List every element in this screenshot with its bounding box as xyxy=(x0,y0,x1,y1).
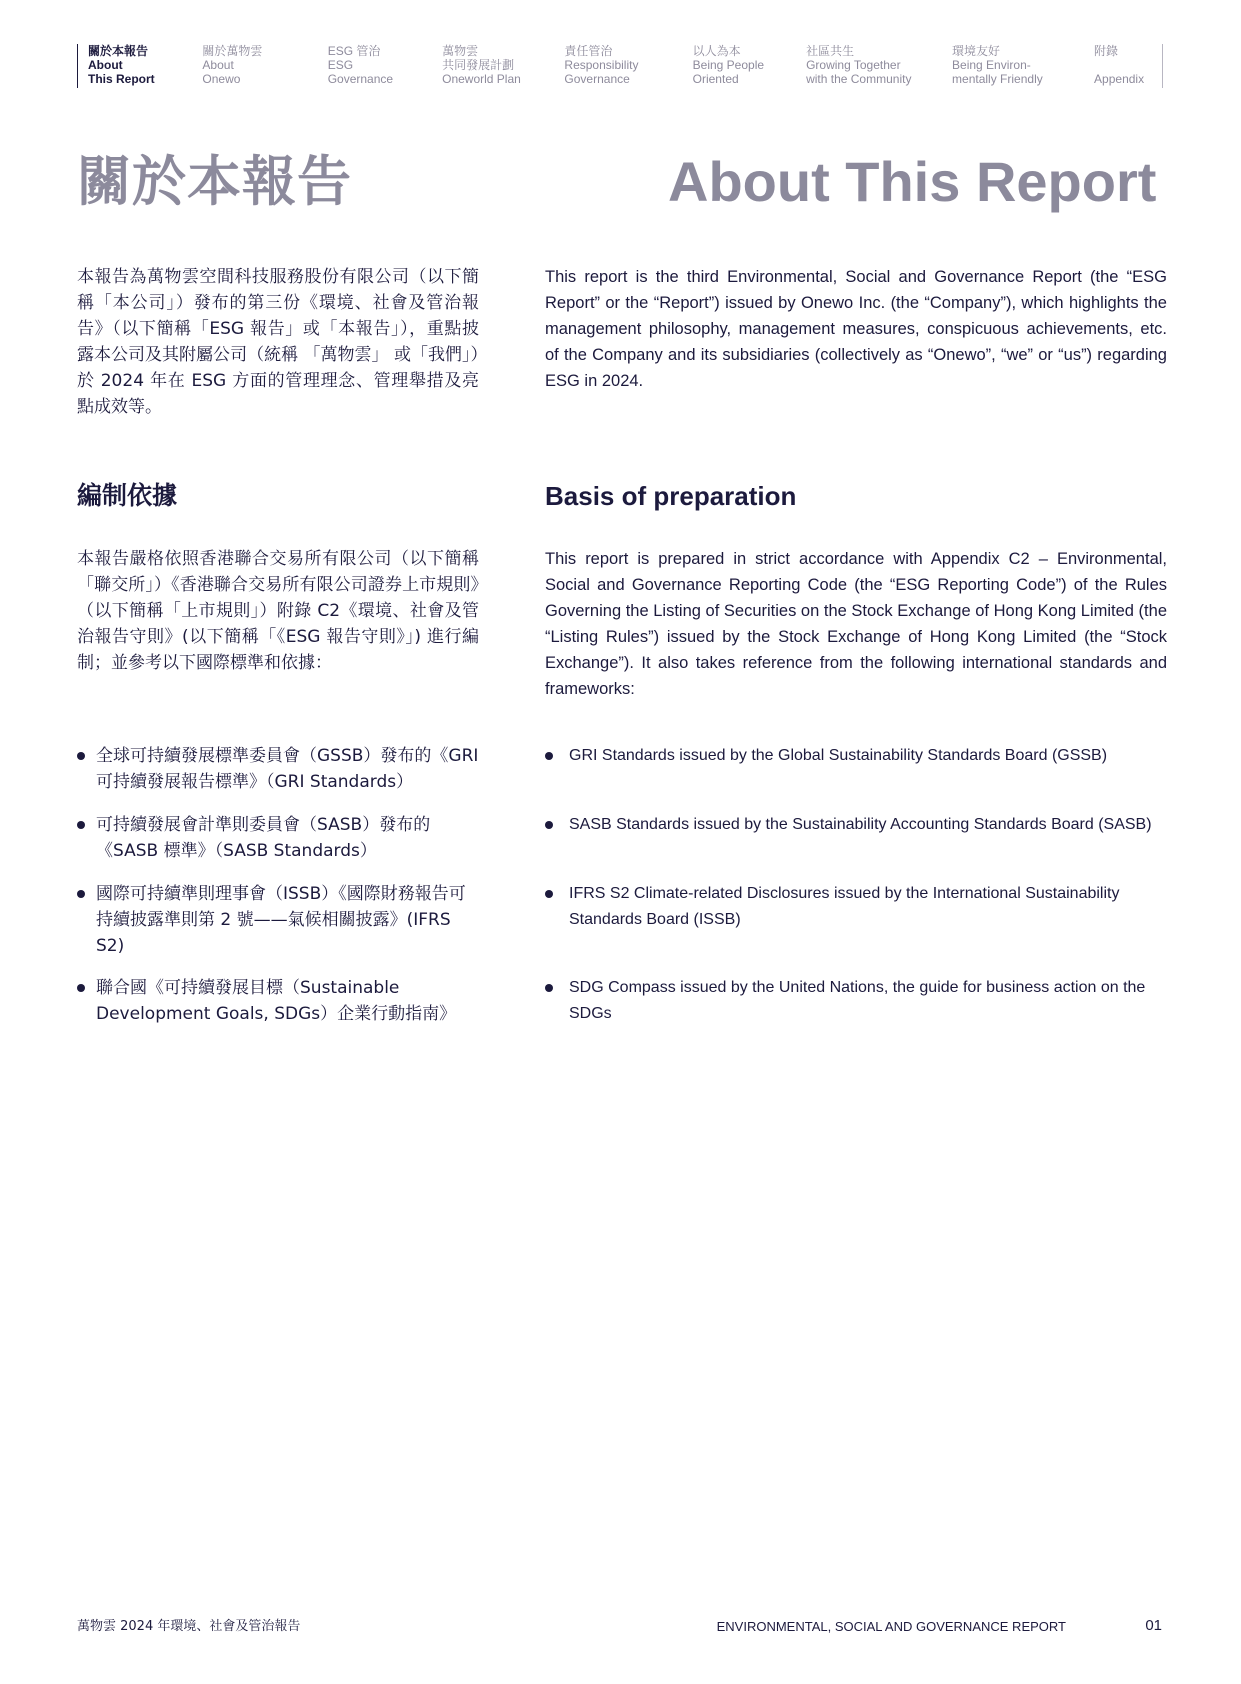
page-title-zh: 關於本報告 xyxy=(77,150,352,213)
nav-item-en2: Onewo xyxy=(202,72,241,86)
nav-item-en1: Responsibility xyxy=(564,58,639,72)
nav-item-zh: 社區共生 xyxy=(806,44,855,58)
page-number: 01 xyxy=(1145,1617,1162,1634)
list-item xyxy=(77,975,479,1027)
list-item-text: 國際可持續準則理事會（ISSB）《國際財務報告可持續披露準則第 2 號——氣候相關披露》(IFRS S2) xyxy=(96,884,466,956)
bullet-icon xyxy=(545,890,553,898)
intro-en-column xyxy=(545,264,1167,394)
footer-title-en: ENVIRONMENTAL, SOCIAL AND GOVERNANCE REPORT xyxy=(716,1619,1066,1634)
nav-item-appendix[interactable] xyxy=(1084,44,1163,88)
list-item xyxy=(77,812,479,864)
nav-item-en2: mentally Friendly xyxy=(952,72,1043,86)
list-item-text: SDG Compass issued by the United Nations, the guide for business action on the SDGs xyxy=(569,979,1146,1022)
nav-item-about-onewo[interactable] xyxy=(192,44,317,88)
nav-item-zh: 附錄 xyxy=(1094,44,1119,58)
basis-en-column xyxy=(545,546,1167,702)
nav-item-en2: Oriented xyxy=(692,72,739,86)
basis-heading-zh: 編制依據 xyxy=(77,481,178,510)
nav-item-en2: with the Community xyxy=(806,72,912,86)
nav-item-en2: This Report xyxy=(88,72,155,86)
nav-item-en1: ESG xyxy=(327,58,354,72)
footer-title-zh: 萬物雲 2024 年環境、社會及管治報告 xyxy=(77,1619,301,1634)
bullet-icon xyxy=(77,752,85,760)
nav-item-zh: ESG 管治 xyxy=(327,44,381,58)
intro-zh-column xyxy=(77,264,479,420)
basis-zh-column xyxy=(77,546,479,676)
list-item-text: GRI Standards issued by the Global Sustainability Standards Board (GSSB) xyxy=(569,747,1108,764)
list-item xyxy=(77,743,479,795)
list-item-text: 聯合國《可持續發展目標（Sustainable Development Goals, SDGs）企業行動指南》 xyxy=(96,978,457,1024)
nav-item-growing-together[interactable] xyxy=(796,44,942,88)
nav-item-en1: About xyxy=(88,58,123,72)
basis-paragraph-zh: 本報告嚴格依照香港聯合交易所有限公司（以下簡稱「聯交所」）《香港聯合交易所有限公司證券上市規則》（以下簡稱「上市規則」）附錄 C2《環境、社會及管治報告守則》(以下簡稱「《ESG 報告守則》」) 進行編制；並參考以下國際標準和依據： xyxy=(77,549,479,673)
page-title-en: About This Report xyxy=(668,150,1157,213)
list-item xyxy=(545,881,1169,933)
list-item-text: IFRS S2 Climate-related Disclosures issued by the International Sustainability Standards Board (ISSB) xyxy=(569,885,1120,928)
nav-item-en2: Governance xyxy=(564,72,630,86)
nav-item-en1: Growing Together xyxy=(806,58,901,72)
bullet-icon xyxy=(77,984,85,992)
nav-item-being-people-oriented[interactable] xyxy=(683,44,796,88)
nav-item-en2: Oneworld Plan xyxy=(442,72,521,86)
list-item-text: SASB Standards issued by the Sustainability Accounting Standards Board (SASB) xyxy=(569,816,1152,833)
nav-item-about-this-report[interactable] xyxy=(77,44,192,88)
bullet-icon xyxy=(77,890,85,898)
section-nav xyxy=(77,44,1163,88)
nav-item-zh: 以人為本 xyxy=(692,44,741,58)
list-item-text: 全球可持續發展標準委員會（GSSB）發布的《GRI 可持續發展報告標準》（GRI Standards） xyxy=(96,746,479,792)
basis-heading-en: Basis of preparation xyxy=(545,481,797,511)
nav-item-en1: About xyxy=(202,58,234,72)
intro-paragraph-zh: 本報告為萬物雲空間科技服務股份有限公司（以下簡稱「本公司」）發布的第三份《環境、社會及管治報告》（以下簡稱「ESG 報告」或「本報告」），重點披露本公司及其附屬公司（統稱 「萬物雲」 或「我們」）於 2024 年在 ESG 方面的管理理念、管理舉措及亮點成效等。 xyxy=(77,267,479,417)
nav-item-zh: 關於萬物雲 xyxy=(202,44,263,58)
basis-heading-en-wrap xyxy=(545,480,1167,512)
bullet-icon xyxy=(545,821,553,829)
list-item-text: 可持續發展會計準則委員會（SASB）發布的《SASB 標準》（SASB Standards） xyxy=(96,815,431,861)
nav-item-esg-governance[interactable] xyxy=(318,44,432,88)
list-item xyxy=(545,812,1169,838)
bullet-icon xyxy=(545,984,553,992)
nav-item-en1: Being People xyxy=(692,58,765,72)
nav-item-responsibility-governance[interactable] xyxy=(554,44,682,88)
basis-heading-zh-wrap xyxy=(77,480,479,512)
nav-item-zh: 關於本報告 xyxy=(88,44,149,58)
list-item xyxy=(77,881,479,959)
list-item xyxy=(545,743,1169,769)
nav-item-environmentally-friendly[interactable] xyxy=(942,44,1084,88)
nav-divider xyxy=(1162,44,1163,88)
nav-item-zh: 萬物雲 xyxy=(442,44,479,58)
basis-paragraph-en: This report is prepared in strict accordance with Appendix C2 – Environmental, Social and Governance Reporting Code (the “ESG Reporting Code”) of the Rules Governing the Listing of Securities on the Stock Exchange of Hong Kong Limited (the “Listing Rules”) issued by the Stock Exchange of Hong Kong Limited (the “Stock Exchange”). It also takes reference from the following international standards and frameworks: xyxy=(545,550,1167,698)
list-item xyxy=(545,975,1169,1027)
nav-item-en2: Appendix xyxy=(1094,72,1145,86)
nav-item-en1: 共同發展計劃 xyxy=(442,58,515,72)
nav-item-oneworld-plan[interactable] xyxy=(432,44,554,88)
bullet-icon xyxy=(545,752,553,760)
nav-item-en1: Being Environ- xyxy=(952,58,1031,72)
nav-item-en2: Governance xyxy=(327,72,394,86)
intro-paragraph-en: This report is the third Environmental, Social and Governance Report (the “ESG Report” or the “Report”) issued by Onewo Inc. (the “Company”), which highlights the management philosophy, management measures, conspicuous achievements, etc. of the Company and its subsidiaries (collectively as “Onewo”, “we” or “us”) regarding ESG in 2024. xyxy=(545,268,1167,390)
nav-item-zh: 責任管治 xyxy=(564,44,613,58)
nav-item-zh: 環境友好 xyxy=(952,44,1001,58)
bullet-icon xyxy=(77,821,85,829)
nav-item-en1 xyxy=(1094,58,1163,72)
